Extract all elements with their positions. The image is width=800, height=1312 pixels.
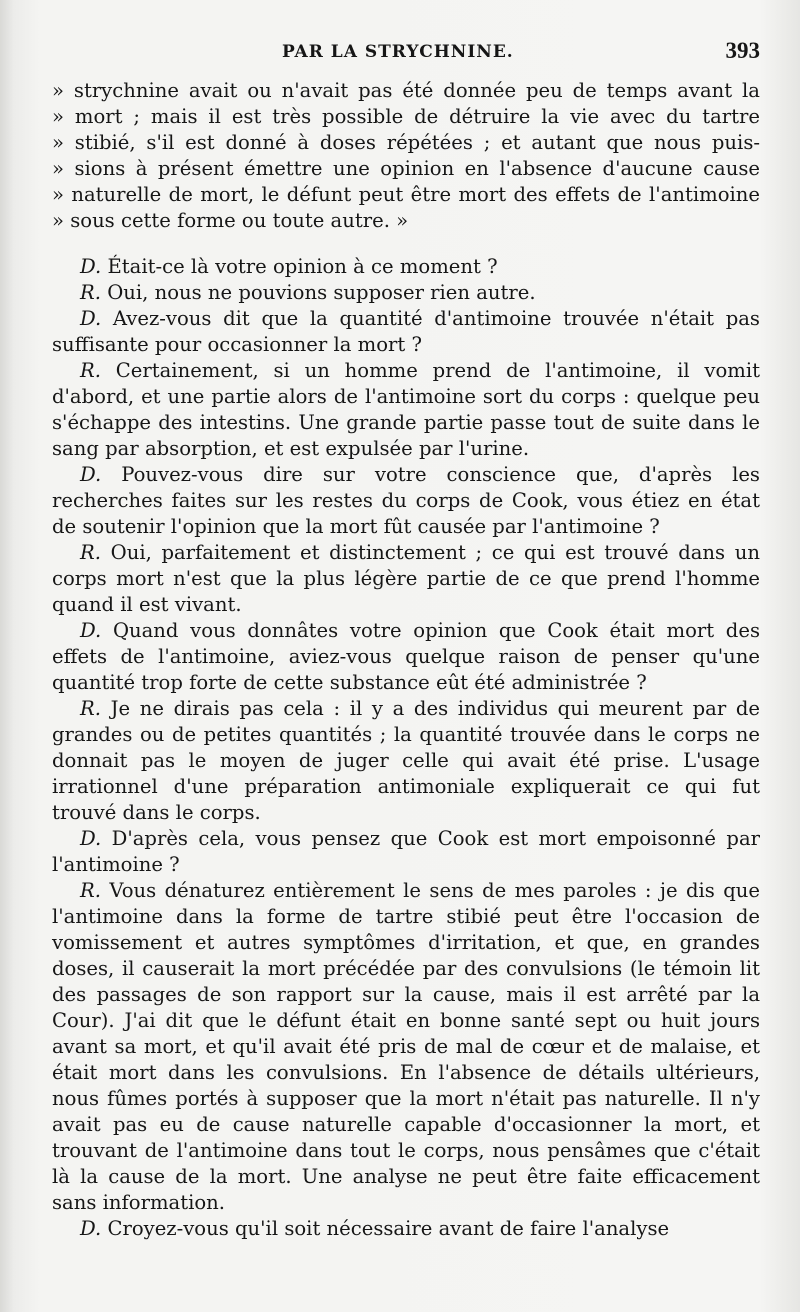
paragraph-text: Je ne dirais pas cela : il y a des individus qui meurent par de grandes ou de petites quantités ; la quantité trouvée dans le corps ne donnait pas le moyen de juger celle qui avait été prise. L'usage irrationnel d'une préparation antimoniale expliquerait ce qui fut trouvé dans le corps. [52, 697, 760, 824]
dialogue-paragraph [52, 306, 760, 358]
page-body [52, 78, 760, 1242]
speaker-label: D. [80, 619, 102, 642]
paragraph-text: Avez-vous dit que la quantité d'antimoine trouvée n'était pas suffisante pour occasionner la mort ? [52, 307, 760, 356]
speaker-label: D. [80, 255, 102, 278]
speaker-label: D. [80, 827, 102, 850]
page-header [52, 38, 760, 78]
paragraph-text: Quand vous donnâtes votre opinion que Cook était mort des effets de l'antimoine, aviez-vous quelque raison de penser qu'une quantité trop forte de cette substance eût été administrée ? [52, 619, 760, 694]
quote-line: » stibié, s'il est donné à doses répétées ; et autant que nous puis- [52, 131, 760, 154]
dialogue-paragraph [52, 878, 760, 1216]
speaker-label: R. [80, 541, 101, 564]
speaker-label: R. [80, 879, 101, 902]
dialogue-paragraph [52, 618, 760, 696]
speaker-label: D. [80, 463, 102, 486]
quote-line: » sous cette forme ou toute autre. » [52, 209, 409, 232]
speaker-label: R. [80, 281, 101, 304]
paragraph-text: Pouvez-vous dire sur votre conscience que, d'après les recherches faites sur les restes du corps de Cook, vous étiez en état de soutenir l'opinion que la mort fût causée par l'antimoine ? [52, 463, 760, 538]
dialogue-paragraph [52, 358, 760, 462]
quote-line: » sions à présent émettre une opinion en l'absence d'aucune cause [52, 157, 760, 180]
paragraph-text: Croyez-vous qu'il soit nécessaire avant de faire l'analyse [101, 1217, 670, 1240]
paragraph-text: Vous dénaturez entièrement le sens de mes paroles : je dis que l'antimoine dans la forme de tartre stibié peut être l'occasion de vomissement et autres symptômes d'irritation, et que, en grandes doses, il causerait la mort précédée par des convulsions (le témoin lit des passages de son rapport sur la cause, mais il est arrêté par la Cour). J'ai dit que le défunt était en bonne santé sept ou huit jours avant sa mort, et qu'il avait été pris de mal de cœur et de malaise, et était mort dans les convulsions. En l'absence de détails ultérieurs, nous fûmes portés à supposer que la mort n'était pas naturelle. Il n'y avait pas eu de cause naturelle capable d'occasionner la mort, et trouvant de l'antimoine dans tout le corps, nous pensâmes que c'était là la cause de la mort. Une analyse ne peut être faite efficacement sans information. [52, 879, 760, 1214]
speaker-label: D. [80, 1217, 102, 1240]
quote-line: » mort ; mais il est très possible de détruire la vie avec du tartre [52, 105, 760, 128]
dialogue-paragraph [52, 696, 760, 826]
dialogue-paragraph [52, 462, 760, 540]
speaker-label: R. [80, 697, 101, 720]
dialogue-paragraph [52, 1216, 760, 1242]
paragraph-text: Oui, parfaitement et distinctement ; ce qui est trouvé dans un corps mort n'est que la plus légère partie de ce que prend l'homme quand il est vivant. [52, 541, 760, 616]
speaker-label: D. [80, 307, 102, 330]
paragraph-text: D'après cela, vous pensez que Cook est mort empoisonné par l'antimoine ? [52, 827, 760, 876]
dialogue-paragraph [52, 280, 760, 306]
paragraph-text: Oui, nous ne pouvions supposer rien autre. [100, 281, 536, 304]
paragraph-text: Certainement, si un homme prend de l'antimoine, il vomit d'abord, et une partie alors de l'antimoine sort du corps : quelque peu s'échappe des intestins. Une grande partie passe tout de suite dans le sang par absorption, et est expulsée par l'urine. [52, 359, 760, 460]
speaker-label: R. [80, 359, 101, 382]
dialogue-paragraph [52, 826, 760, 878]
dialogue-paragraph [52, 254, 760, 280]
dialogue-paragraph [52, 540, 760, 618]
quote-line: » naturelle de mort, le défunt peut être mort des effets de l'antimoine [52, 183, 760, 206]
running-head: PAR LA STRYCHNINE. [282, 42, 514, 62]
quotation-block [52, 78, 760, 234]
page-number: 393 [725, 38, 760, 63]
paragraph-text: Était-ce là votre opinion à ce moment ? [101, 255, 498, 278]
quote-line: » strychnine avait ou n'avait pas été donnée peu de temps avant la [52, 79, 760, 102]
